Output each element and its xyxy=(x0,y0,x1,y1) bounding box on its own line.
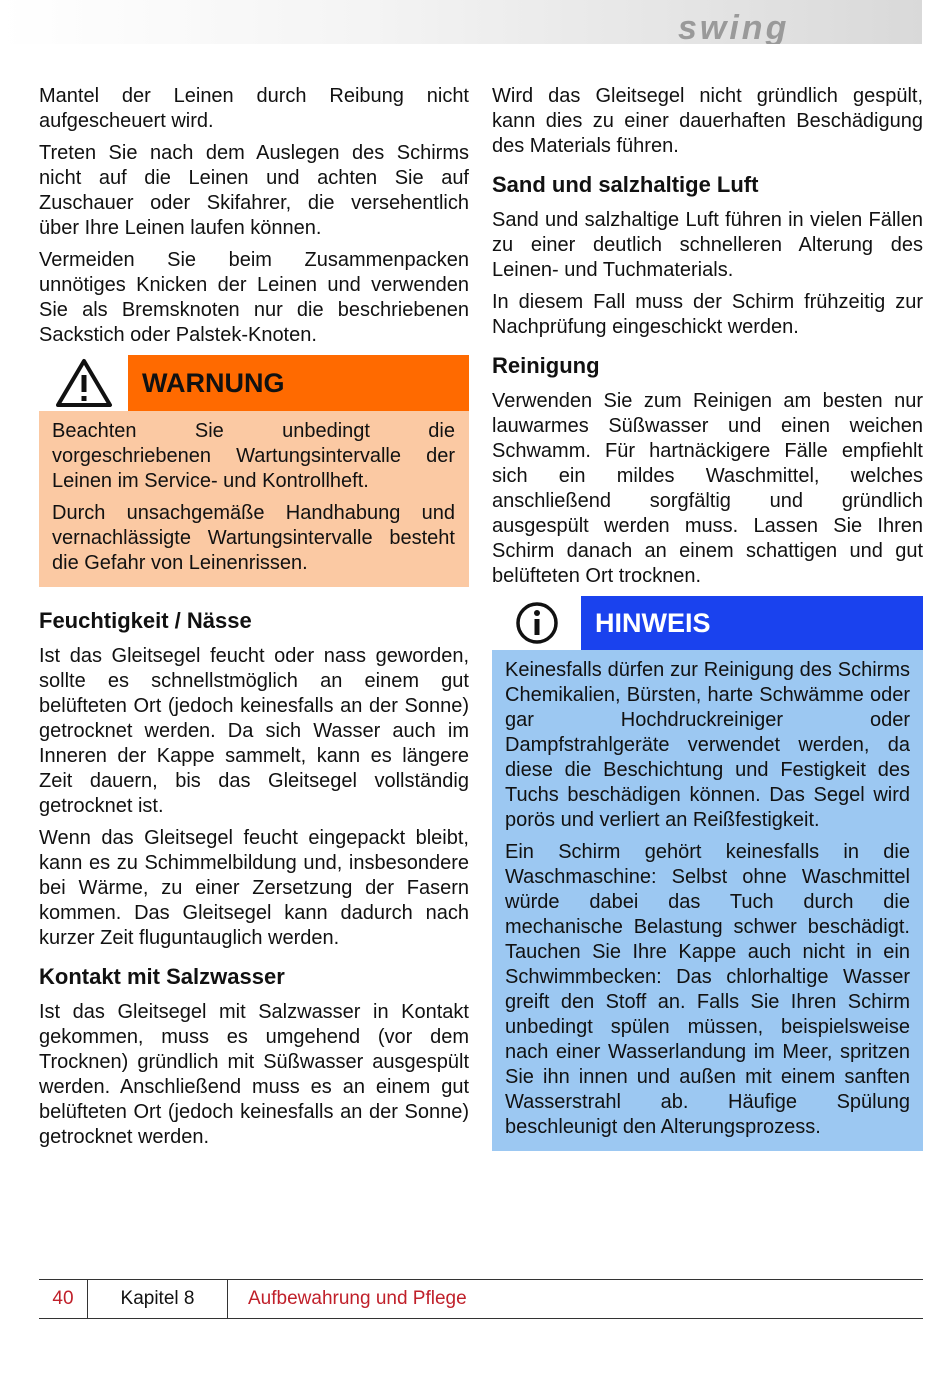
paragraph: Vermeiden Sie beim Zusammenpacken unnötiges Knicken der Leinen und verwenden Sie als Bremsknoten nur die beschriebenen Sackstich oder Palstek-Knoten. xyxy=(39,249,469,346)
paragraph: Wenn das Gleitsegel feucht eingepackt bleibt, kann es zu Schimmelbildung und, insbesondere bei Wärme, zu einer Zersetzung der Fasern kommen. Das Gleitsegel kann dadurch nach kurzer Zeit fluguntauglich werden. xyxy=(39,827,469,949)
paragraph: In diesem Fall muss der Schirm frühzeitig zur Nachprüfung eingeschickt werden. xyxy=(492,291,923,338)
left-column xyxy=(39,84,469,1157)
paragraph: Treten Sie nach dem Auslegen des Schirms nicht auf die Leinen und achten Sie auf Zuschauer oder Skifahrer, die versehentlich über Ihre Leinen laufen können. xyxy=(39,142,469,239)
warning-box xyxy=(39,355,469,587)
chapter-title: Aufbewahrung und Pflege xyxy=(248,1288,467,1309)
warning-body xyxy=(39,411,469,587)
warning-text: Beachten Sie unbedingt die vorgeschriebenen Wartungsintervalle der Leinen im Service- und Kontrollheft. xyxy=(52,420,455,492)
chapter-label: Kapitel 8 xyxy=(88,1280,228,1318)
svg-text:swing: swing xyxy=(678,12,790,44)
swing-logo xyxy=(678,12,874,49)
paragraph: Verwenden Sie zum Reinigen am besten nur lauwarmes Süßwasser und einen weichen Schwamm. Für hartnäckigere Fälle empfiehlt sich ein mildes Waschmittel, welches anschließend sorgfältig und gründlich ausgespült werden muss. Lassen Sie Ihren Schirm danach an einem schattigen und gut belüfteten Ort trocknen. xyxy=(492,390,923,587)
info-circle-icon xyxy=(492,596,581,650)
paragraph: Ist das Gleitsegel mit Salzwasser in Kontakt gekommen, muss es umgehend (vor dem Trocknen) gründlich mit Süßwasser ausgespült werden. Anschließend muss es an einem gut belüfteten Ort (jedoch keinesfalls an der Sonne) getrocknet werden. xyxy=(39,1001,469,1148)
page-footer xyxy=(39,1279,923,1319)
warning-header xyxy=(39,355,469,411)
paragraph: Wird das Gleitsegel nicht gründlich gespült, kann dies zu einer dauerhaften Beschädigung des Materials führen. xyxy=(492,85,923,157)
paragraph: Ist das Gleitsegel feucht oder nass geworden, sollte es schnellstmöglich an einem gut belüfteten Ort (jedoch keinesfalls an der Sonne) getrocknet werden. Da sich Wasser auch im Inneren der Kappe sammelt, kann es längere Zeit dauern, bis das Gleitsegel vollständig getrocknet ist. xyxy=(39,645,469,817)
note-body xyxy=(492,650,923,1151)
paragraph: Mantel der Leinen durch Reibung nicht aufgescheuert wird. xyxy=(39,85,469,132)
header-band xyxy=(0,0,922,44)
section-heading: Sand und salzhaltige Luft xyxy=(492,172,759,197)
note-title: HINWEIS xyxy=(581,596,923,650)
right-column xyxy=(492,84,923,1171)
section-heading: Feuchtigkeit / Nässe xyxy=(39,608,252,633)
note-text: Keinesfalls dürfen zur Reinigung des Schirms Chemikalien, Bürsten, harte Schwämme oder gar Hochdruckreiniger oder Dampfstrahlgeräte verwendet werden, da diese die Beschichtung und Festigkeit des Tuchs beschädigen können. Das Segel wird porös und verliert an Reißfestigkeit. xyxy=(505,659,910,831)
note-header xyxy=(492,596,923,650)
paragraph: Sand und salzhaltige Luft führen in vielen Fällen zu einer deutlich schnelleren Alterung des Leinen- und Tuchmaterials. xyxy=(492,209,923,281)
note-text: Ein Schirm gehört keinesfalls in die Waschmaschine: Selbst ohne Waschmittel würde dabei das Tuch durch die mechanische Belastung schwer beschädigt. Tauchen Sie Ihre Kappe auch nicht in ein Schwimmbecken: Das chlorhaltige Wasser greift den Stoff an. Falls Sie Ihren Schirm unbedingt spülen müssen, beispielsweise nach einer Wasserlandung im Meer, spritzen Sie ihn innen und außen mit einem sanften Wasserstrahl ab. Häufige Spülung beschleunigt den Alterungsprozess. xyxy=(505,841,910,1138)
warning-triangle-icon xyxy=(39,355,128,411)
page-number: 40 xyxy=(39,1280,88,1318)
note-box xyxy=(492,596,923,1151)
warning-title: WARNUNG xyxy=(128,355,469,411)
warning-text: Durch unsachgemäße Handhabung und vernachlässigte Wartungsintervalle besteht die Gefahr von Leinenrissen. xyxy=(52,502,455,574)
section-heading: Reinigung xyxy=(492,353,600,378)
section-heading: Kontakt mit Salzwasser xyxy=(39,964,285,989)
